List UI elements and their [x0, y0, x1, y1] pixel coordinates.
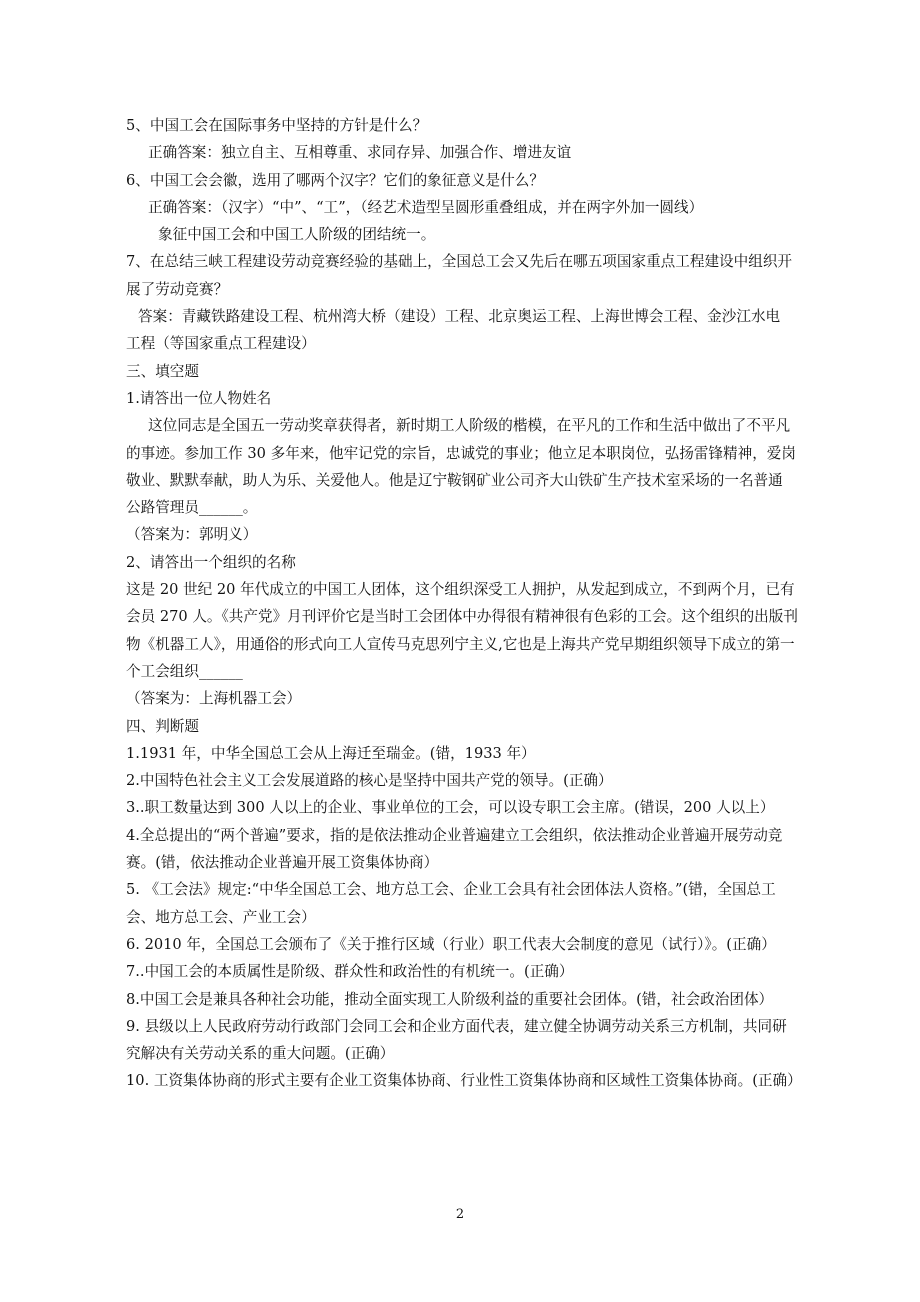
page-number: 2 [455, 1207, 465, 1222]
true-false-item-3: 3..职工数量达到 300 人以上的企业、事业单位的工会，可以设专职工会主席。(错误，200 人以上） [126, 799, 775, 817]
question-7-line-1: 7、在总结三峡工程建设劳动竞赛经验的基础上，全国总工会又先后在哪五项国家重点工程建设中组织开 [126, 253, 793, 271]
fill-in-question-1-title: 1.请答出一位人物姓名 [126, 389, 272, 407]
fill-in-answer-2: （答案为：上海机器工会） [126, 690, 302, 708]
fill-in-question-2-line-1: 这是 20 世纪 20 年代成立的中国工人团体，这个组织深受工人拥护，从发起到成立，不到两个月，已有 [126, 581, 795, 599]
fill-in-answer-1: （答案为：郭明义） [126, 526, 258, 544]
answer-6-line-2: 象征中国工会和中国工人阶级的团结统一。 [158, 226, 436, 244]
true-false-item-5-line-2: 会、地方总工会、产业工会） [126, 908, 316, 926]
true-false-item-9-line-2: 究解决有关劳动关系的重大问题。(正确） [126, 1045, 395, 1063]
true-false-item-9-line-1: 9. 县级以上人民政府劳动行政部门会同工会和企业方面代表，建立健全协调劳动关系三方机制，共同研 [126, 1017, 787, 1035]
document-body [126, 112, 802, 1095]
fill-in-question-1-line-1: 这位同志是全国五一劳动奖章获得者，新时期工人阶级的楷模，在平凡的工作和生活中做出了不平凡 [148, 417, 791, 435]
true-false-item-4-line-2: 赛。(错，依法推动企业普遍开展工资集体协商） [126, 854, 439, 872]
fill-in-question-1-line-4: 公路管理员______。 [126, 499, 258, 517]
true-false-item-4-line-1: 4.全总提出的“两个普遍”要求，指的是依法推动企业普遍建立工会组织，依法推动企业普遍开展劳动竞 [126, 826, 783, 844]
fill-in-question-2-line-3: 物《机器工人》，用通俗的形式向工人宣传马克思列宁主义,它也是上海共产党早期组织领导下成立的第一 [126, 635, 795, 653]
true-false-item-6: 6. 2010 年，全国总工会颁布了《关于推行区域（行业）职工代表大会制度的意见（试行）》。(正确） [126, 935, 776, 953]
fill-in-question-1-line-3: 敬业、默默奉献，助人为乐、关爱他人。他是辽宁鞍钢矿业公司齐大山铁矿生产技术室采场的一名普通 [126, 471, 783, 489]
question-7-line-2: 展了劳动竞赛？ [126, 280, 229, 298]
answer-6-line-1: 正确答案：（汉字）“中”、“工”，（经艺术造型呈圆形重叠组成，并在两字外加一圆线） [148, 198, 704, 216]
true-false-item-7: 7..中国工会的本质属性是阶级、群众性和政治性的有机统一。(正确） [126, 963, 574, 981]
question-6: 6、中国工会会徽，选用了哪两个汉字？它们的象征意义是什么？ [126, 171, 544, 189]
answer-7-line-1: 答案：青藏铁路建设工程、杭州湾大桥（建设）工程、北京奥运工程、上海世博会工程、金沙江水电 [138, 308, 781, 326]
true-false-item-1: 1.1931 年，中华全国总工会从上海迁至瑞金。(错，1933 年） [126, 744, 536, 762]
true-false-item-2: 2.中国特色社会主义工会发展道路的核心是坚持中国共产党的领导。(正确） [126, 772, 613, 790]
true-false-item-8: 8.中国工会是兼具各种社会功能，推动全面实现工人阶级利益的重要社会团体。(错，社会政治团体） [126, 990, 774, 1008]
answer-7-line-2: 工程（等国家重点工程建设） [126, 335, 316, 353]
true-false-item-10: 10. 工资集体协商的形式主要有企业工资集体协商、行业性工资集体协商和区域性工资集体协商。(正确） [126, 1072, 802, 1090]
section-heading-true-false: 四、判断题 [126, 717, 199, 735]
answer-5: 正确答案：独立自主、互相尊重、求同存异、加强合作、增进友谊 [148, 144, 572, 162]
question-5: 5、中国工会在国际事务中坚持的方针是什么？ [126, 117, 428, 134]
true-false-item-5-line-1: 5. 《工会法》规定:“中华全国总工会、地方总工会、企业工会具有社会团体法人资格。”(错，全国总工 [126, 881, 776, 899]
fill-in-question-2-title: 2、请答出一个组织的名称 [126, 553, 296, 571]
fill-in-question-2-line-4: 个工会组织______ [126, 662, 243, 680]
section-heading-fill-in: 三、填空题 [126, 362, 199, 380]
fill-in-question-1-line-2: 的事迹。参加工作 30 多年来，他牢记党的宗旨，忠诚党的事业；他立足本职岗位，弘扬雷锋精神，爱岗 [126, 444, 796, 462]
fill-in-question-2-line-2: 会员 270 人。《共产党》月刊评价它是当时工会团体中办得很有精神很有色彩的工会。这个组织的出版刊 [126, 608, 798, 626]
